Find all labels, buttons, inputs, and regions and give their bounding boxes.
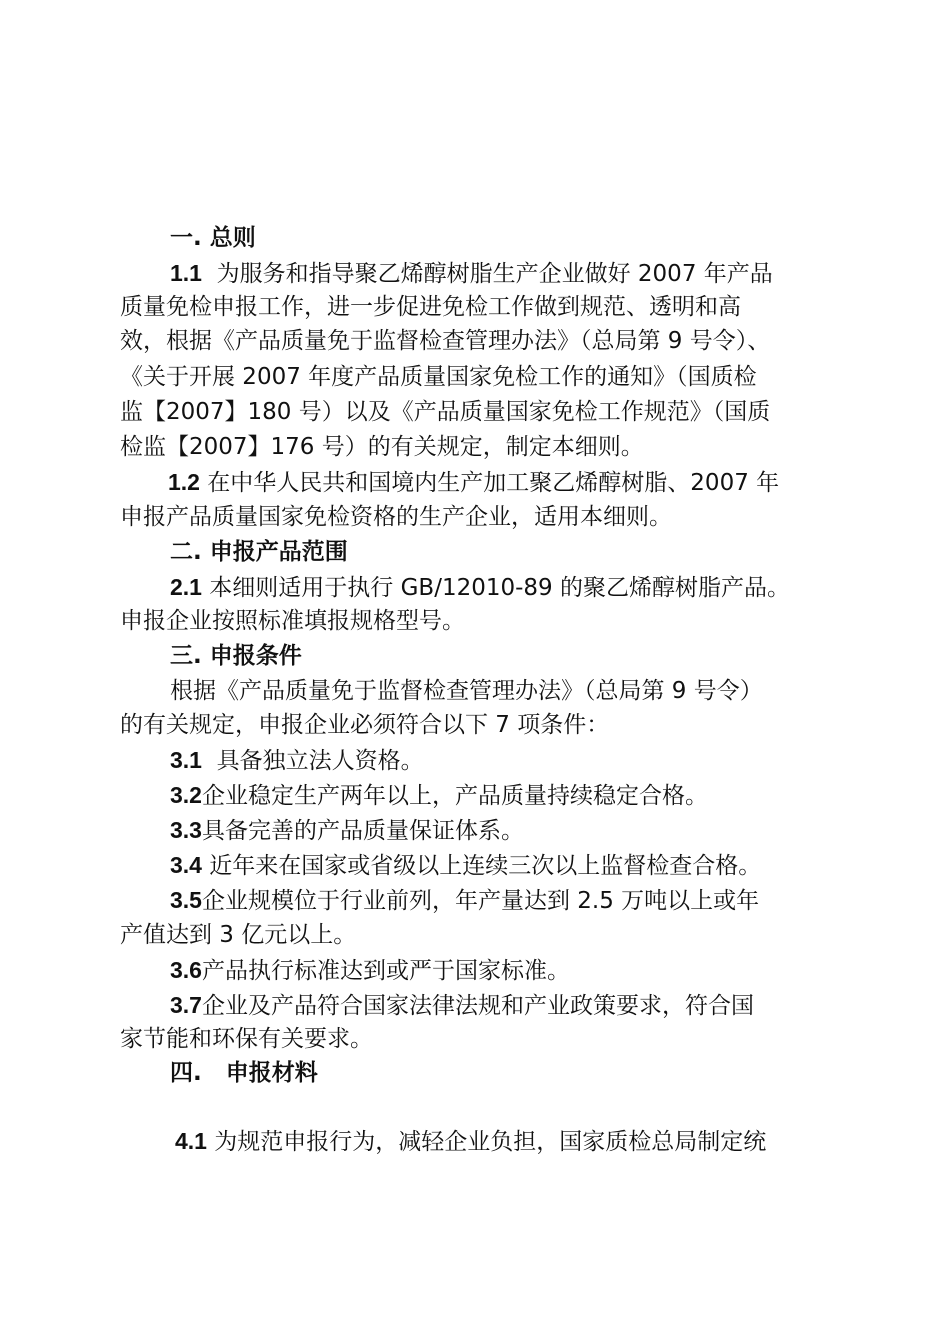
clause-text: 企业及产品符合国家法律法规和产业政策要求，符合国 — [201, 993, 754, 1019]
paragraph-2-1-line-2: 申报企业按照标准填报规格型号。 — [120, 608, 465, 634]
clause-number: 3.5 — [170, 887, 202, 913]
clause-number: 4.1 — [175, 1128, 207, 1154]
clause-number: 3.1 — [170, 747, 202, 773]
clause-number: 3.2 — [170, 782, 202, 808]
item-3-4 — [170, 850, 761, 880]
clause-text: 具备独立法人资格。 — [216, 748, 424, 774]
section-3-intro-line-1: 根据《产品质量免于监督检查管理办法》（总局第 9 号令） — [170, 678, 763, 704]
paragraph-1-1-line-5: 监【2007】180 号）以及《产品质量国家免检工作规范》（国质 — [120, 399, 771, 425]
clause-number: 1.1 — [170, 260, 202, 286]
clause-text: 企业规模位于行业前列，年产量达到 2.5 万吨以上或年 — [201, 888, 760, 914]
clause-number: 3.3 — [170, 817, 202, 843]
paragraph-1-1-line-4: 《关于开展 2007 年度产品质量国家免检工作的通知》（国质检 — [120, 364, 757, 390]
clause-text: 企业稳定生产两年以上，产品质量持续稳定合格。 — [201, 783, 708, 809]
paragraph-1-2-line-1 — [168, 467, 779, 497]
section-4-heading: 四. 申报材料 — [170, 1060, 318, 1086]
clause-text: 产品执行标准达到或严于国家标准。 — [201, 958, 570, 984]
paragraph-1-2-line-2: 申报产品质量国家免检资格的生产企业，适用本细则。 — [120, 504, 672, 530]
item-3-7-line-1 — [170, 990, 754, 1020]
paragraph-1-1-line-2: 质量免检申报工作，进一步促进免检工作做到规范、透明和高 — [120, 294, 741, 320]
clause-text: 本细则适用于执行 GB/12010-89 的聚乙烯醇树脂产品。 — [209, 575, 791, 601]
paragraph-1-1-line-3: 效，根据《产品质量免于监督检查管理办法》（总局第 9 号令）、 — [120, 328, 771, 354]
item-3-7-line-2: 家节能和环保有关要求。 — [120, 1026, 373, 1052]
clause-number: 3.7 — [170, 992, 202, 1018]
clause-text: 具备完善的产品质量保证体系。 — [201, 818, 524, 844]
paragraph-4-1-line-1 — [175, 1126, 766, 1156]
paragraph-2-1-line-1 — [170, 572, 790, 602]
clause-number: 3.6 — [170, 957, 202, 983]
section-2-heading: 二. 申报产品范围 — [170, 539, 348, 565]
item-3-2 — [170, 780, 708, 810]
clause-number: 3.4 — [170, 852, 202, 878]
clause-text: 为服务和指导聚乙烯醇树脂生产企业做好 2007 年产品 — [216, 261, 773, 287]
item-3-5-line-1 — [170, 885, 759, 915]
item-3-1 — [170, 745, 424, 775]
clause-text: 为规范申报行为，减轻企业负担，国家质检总局制定统 — [214, 1129, 767, 1155]
item-3-6 — [170, 955, 570, 985]
item-3-5-line-2: 产值达到 3 亿元以上。 — [120, 922, 357, 948]
paragraph-1-1-line-1 — [170, 258, 773, 288]
clause-text: 近年来在国家或省级以上连续三次以上监督检查合格。 — [209, 853, 762, 879]
item-3-3 — [170, 815, 524, 845]
section-3-intro-line-2: 的有关规定，申报企业必须符合以下 7 项条件： — [120, 712, 610, 738]
clause-number: 2.1 — [170, 574, 202, 600]
section-1-heading: 一. 总则 — [170, 225, 256, 251]
section-3-heading: 三. 申报条件 — [170, 643, 302, 669]
paragraph-1-1-line-6: 检监【2007】176 号）的有关规定，制定本细则。 — [120, 434, 644, 460]
clause-number: 1.2 — [168, 469, 200, 495]
clause-text: 在中华人民共和国境内生产加工聚乙烯醇树脂、2007 年 — [207, 470, 780, 496]
